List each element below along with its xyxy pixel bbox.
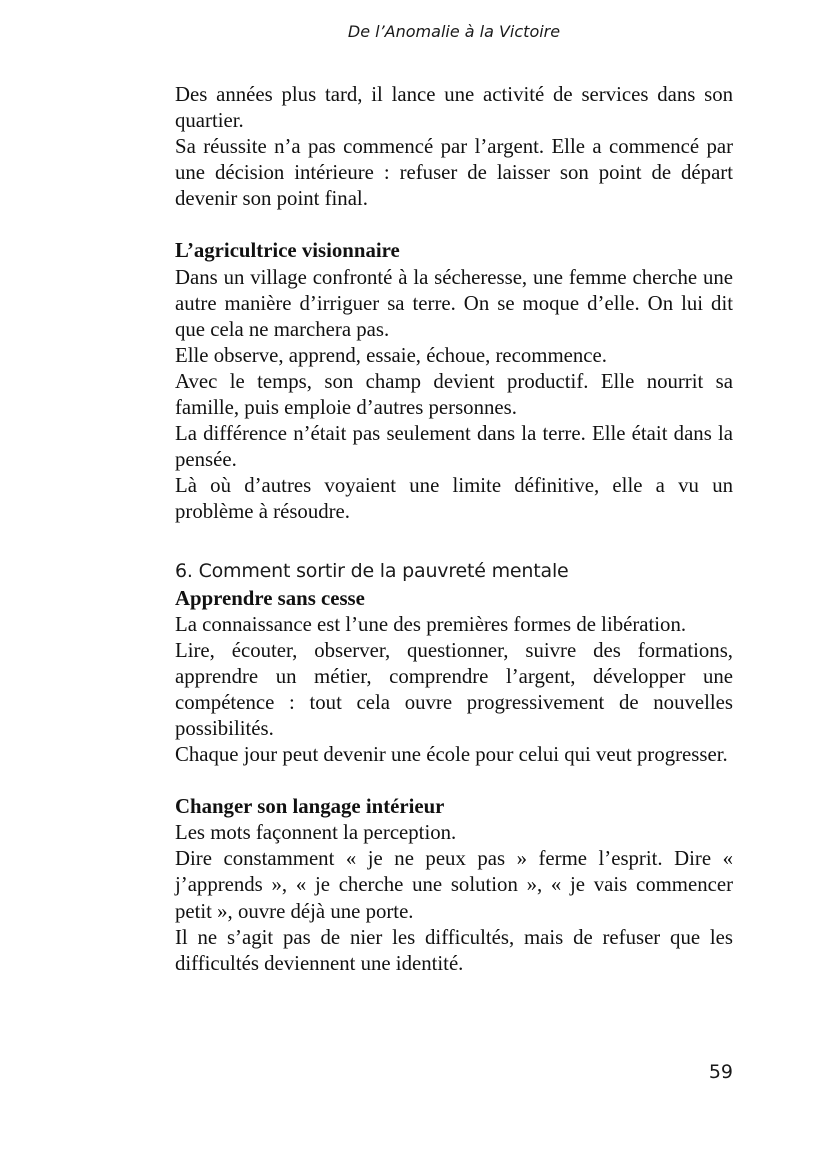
- page-body: [175, 82, 733, 977]
- paragraph: Les mots façonnent la perception.: [175, 821, 457, 845]
- paragraph: Des années plus tard, il lance une activité de services dans son quartier.: [175, 83, 733, 133]
- paragraph: Sa réussite n’a pas commencé par l’argent. Elle a commencé par une décision intérieure : refuser de laisser son point de départ devenir son point final.: [175, 135, 733, 211]
- page-number: 59: [708, 1061, 733, 1083]
- running-header: De l’Anomalie à la Victoire: [347, 22, 561, 41]
- paragraph: Avec le temps, son champ devient productif. Elle nourrit sa famille, puis emploie d’autres personnes.: [175, 369, 733, 420]
- subsection-heading: L’agricultrice visionnaire: [175, 239, 400, 263]
- subsection-heading: Apprendre sans cesse: [175, 586, 365, 610]
- paragraph: Dire constamment « je ne peux pas » ferme l’esprit. Dire « j’apprends », « je cherche une solution », « je vais commencer petit », ouvre déjà une porte.: [175, 847, 733, 923]
- paragraph-gap: [175, 526, 733, 556]
- paragraph: Lire, écouter, observer, questionner, suivre des formations, apprendre un métier, comprendre l’argent, développer une compétence : tout cela ouvre progressivement de nouvelles possibilités.: [175, 638, 733, 740]
- paragraph: Là où d’autres voyaient une limite définitive, elle a vu un problème à résoudre.: [175, 474, 733, 524]
- paragraph-gap: [175, 768, 733, 794]
- subsection-heading: Changer son langage intérieur: [175, 795, 445, 819]
- paragraph: Elle observe, apprend, essaie, échoue, recommence.: [175, 343, 607, 367]
- paragraph: La connaissance est l’une des premières formes de libération.: [175, 612, 687, 636]
- paragraph-gap: [175, 212, 733, 238]
- paragraph: Chaque jour peut devenir une école pour celui qui veut progresser.: [175, 743, 728, 767]
- section-title: 6. Comment sortir de la pauvreté mentale: [175, 559, 569, 582]
- paragraph: Dans un village confronté à la sécheresse, une femme cherche une autre manière d’irriguer sa terre. On se moque d’elle. On lui dit que cela ne marchera pas.: [175, 265, 733, 341]
- paragraph: Il ne s’agit pas de nier les difficultés, mais de refuser que les difficultés deviennent une identité.: [175, 925, 733, 975]
- paragraph: La différence n’était pas seulement dans la terre. Elle était dans la pensée.: [175, 422, 733, 472]
